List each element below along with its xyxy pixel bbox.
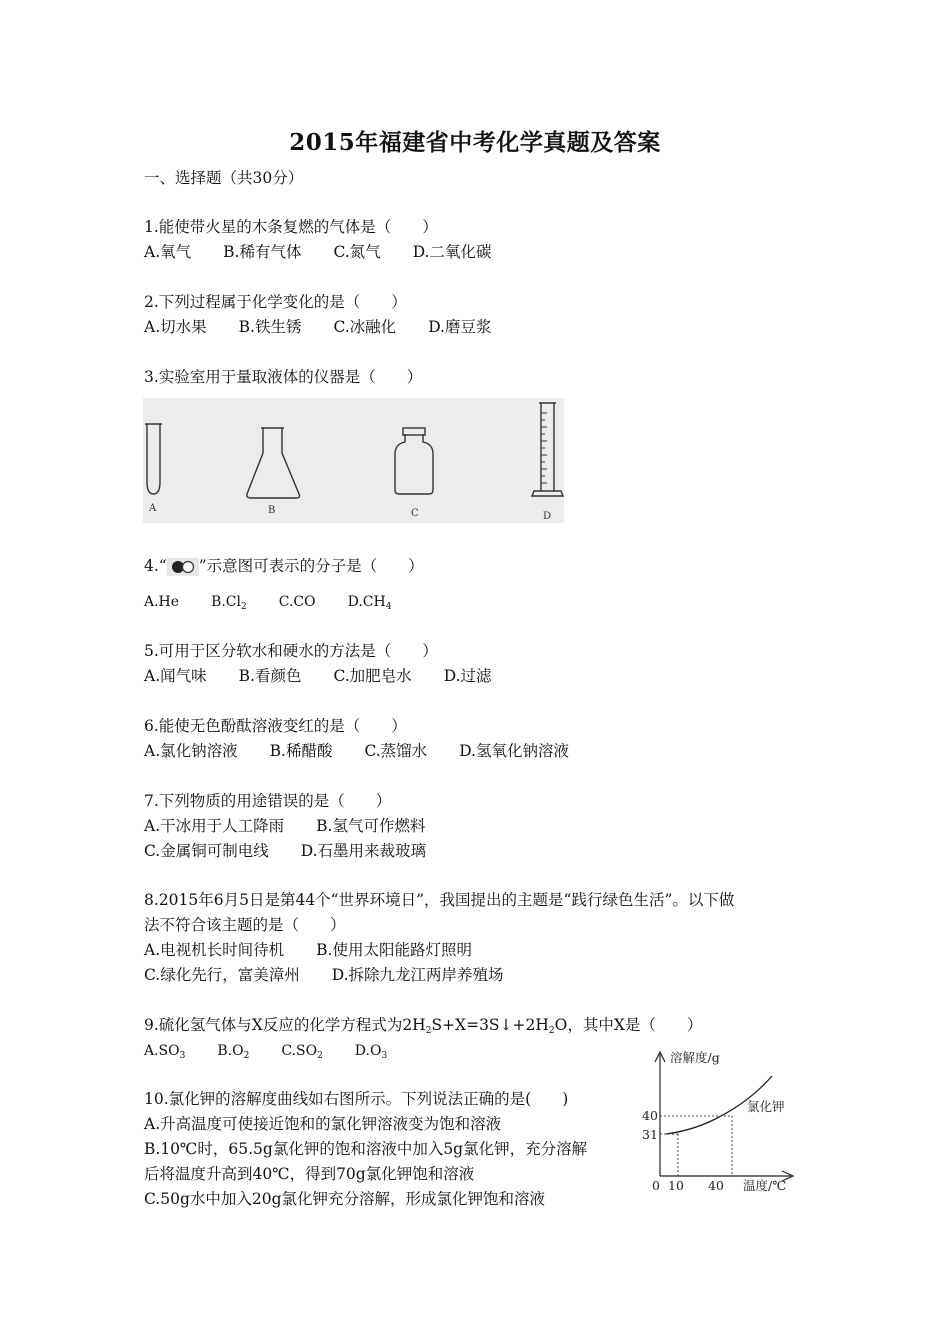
q1-stem: 1.能使带火星的木条复燃的气体是（ ） [144, 218, 438, 236]
q9-option-c: $C.SO_2$ [281, 1043, 323, 1061]
q8-option-b: B.使用太阳能路灯照明 [316, 941, 472, 959]
x-axis-label: 温度/℃ [743, 1178, 787, 1193]
q4-option-a: A.He [144, 594, 180, 610]
instrument-figure [143, 398, 564, 523]
q4-stem-post: ”示意图可表示的分子是（ ） [198, 557, 424, 575]
q4-option-d: $D.CH_4$ [347, 594, 392, 612]
q7-options-row2 [144, 841, 426, 861]
solubility-chart [636, 1042, 801, 1206]
q1-option-d: D.二氧化碳 [412, 243, 492, 261]
graduated-cylinder-icon [541, 403, 554, 491]
q7-option-a: A.干冰用于人工降雨 [144, 817, 285, 835]
q9-option-a: $A.SO_3$ [144, 1043, 186, 1061]
q6-stem: 6.能使无色酚酞溶液变红的是（ ） [144, 717, 407, 735]
section-heading: 一、选择题（共30分） [144, 169, 304, 187]
q4-option-c: C.CO [278, 594, 316, 610]
conical-flask-icon [247, 428, 300, 498]
q9-option-b: $B.O_2$ [217, 1043, 250, 1061]
instrument-label-a: A [149, 503, 157, 514]
q1-option-b: B.稀有气体 [223, 243, 302, 261]
q4-stem-pre: 4.“ [144, 557, 167, 575]
x-tick-40: 40 [708, 1178, 724, 1193]
q7-stem: 7.下列物质的用途错误的是（ ） [144, 792, 392, 810]
q5-options [144, 666, 492, 686]
q5-option-c: C.加肥皂水 [333, 667, 412, 685]
q6-option-c: C.蒸馏水 [364, 742, 428, 760]
q8-stem-line2: 法不符合该主题的是（ ） [144, 916, 346, 934]
q5-option-b: B.看颜色 [238, 667, 302, 685]
q7-option-b: B.氢气可作燃料 [316, 817, 426, 835]
q8-stem-line1: 8.2015年6月5日是第44个“世界环境日”，我国提出的主题是“践行绿色生活”。以下做 [144, 891, 735, 909]
q10-option-b-line2: 后将温度升高到40℃，得到70g氯化钾饱和溶液 [144, 1165, 475, 1183]
q5-stem: 5.可用于区分软水和硬水的方法是（ ） [144, 642, 438, 660]
q2-option-d: D.磨豆浆 [428, 318, 492, 336]
q10-option-c: C.50g水中加入20g氯化钾充分溶解，形成氯化钾饱和溶液 [144, 1190, 546, 1208]
q2-option-c: C.冰融化 [333, 318, 397, 336]
q8-option-d: D.拆除九龙江两岸养殖场 [331, 966, 504, 984]
q2-option-b: B.铁生锈 [238, 318, 302, 336]
x-tick-0: 0 [652, 1178, 660, 1193]
q9-option-d: $D.O_3$ [354, 1043, 388, 1061]
q1-options [144, 242, 492, 262]
q4-option-b: $B.Cl_2$ [211, 594, 247, 612]
q7-options-row1 [144, 816, 425, 836]
reagent-bottle-icon [395, 434, 433, 494]
q4-stem [144, 556, 424, 576]
instrument-label-b: B [268, 505, 276, 516]
q10-option-b-line1: B.10℃时，65.5g氯化钾的饱和溶液中加入5g氯化钾，充分溶解 [144, 1140, 588, 1158]
q8-options-row2 [144, 965, 504, 985]
q3-stem: 3.实验室用于量取液体的仪器是（ ） [144, 368, 423, 386]
q5-option-a: A.闻气味 [144, 667, 207, 685]
q1-option-c: C.氮气 [333, 243, 381, 261]
x-tick-10: 10 [668, 1178, 684, 1193]
q4-options [144, 592, 391, 617]
y-tick-31: 31 [642, 1127, 658, 1142]
q6-option-d: D.氢氧化钠溶液 [459, 742, 569, 760]
instrument-label-d: D [543, 511, 552, 522]
q8-option-c: C.绿化先行，富美漳州 [144, 966, 300, 984]
q1-option-a: A.氧气 [144, 243, 192, 261]
q10-stem: 10.氯化钾的溶解度曲线如右图所示。下列说法正确的是( ) [144, 1090, 569, 1108]
curve-label: 氯化钾 [747, 1099, 785, 1114]
q6-option-b: B.稀醋酸 [269, 742, 333, 760]
q5-option-d: D.过滤 [443, 667, 492, 685]
instrument-label-c: C [411, 508, 419, 519]
q6-option-a: A.氯化钠溶液 [144, 742, 238, 760]
q9-options [144, 1041, 387, 1066]
q7-option-c: C.金属铜可制电线 [144, 842, 269, 860]
y-axis-label: 溶解度/g [670, 1050, 720, 1065]
y-tick-40: 40 [642, 1108, 658, 1123]
q2-stem: 2.下列过程属于化学变化的是（ ） [144, 293, 407, 311]
q8-options-row1 [144, 940, 472, 960]
q8-option-a: A.电视机长时间待机 [144, 941, 285, 959]
molecule-diagram [167, 558, 199, 576]
q10-option-a: A.升高温度可使接近饱和的氯化钾溶液变为饱和溶液 [144, 1115, 502, 1133]
test-tube-icon [147, 424, 160, 494]
q6-options [144, 741, 569, 761]
q9-stem: 9.硫化氢气体与X反应的化学方程式为$2H_2S+X=3S↓+2H_2O$，其中X是（ ） [144, 1016, 703, 1036]
q2-option-a: A.切水果 [144, 318, 207, 336]
q7-option-d: D.石墨用来裁玻璃 [300, 842, 427, 860]
page-title: 2015年福建省中考化学真题及答案 [289, 129, 661, 156]
light-atom-icon [182, 562, 193, 573]
q2-options [144, 317, 492, 337]
